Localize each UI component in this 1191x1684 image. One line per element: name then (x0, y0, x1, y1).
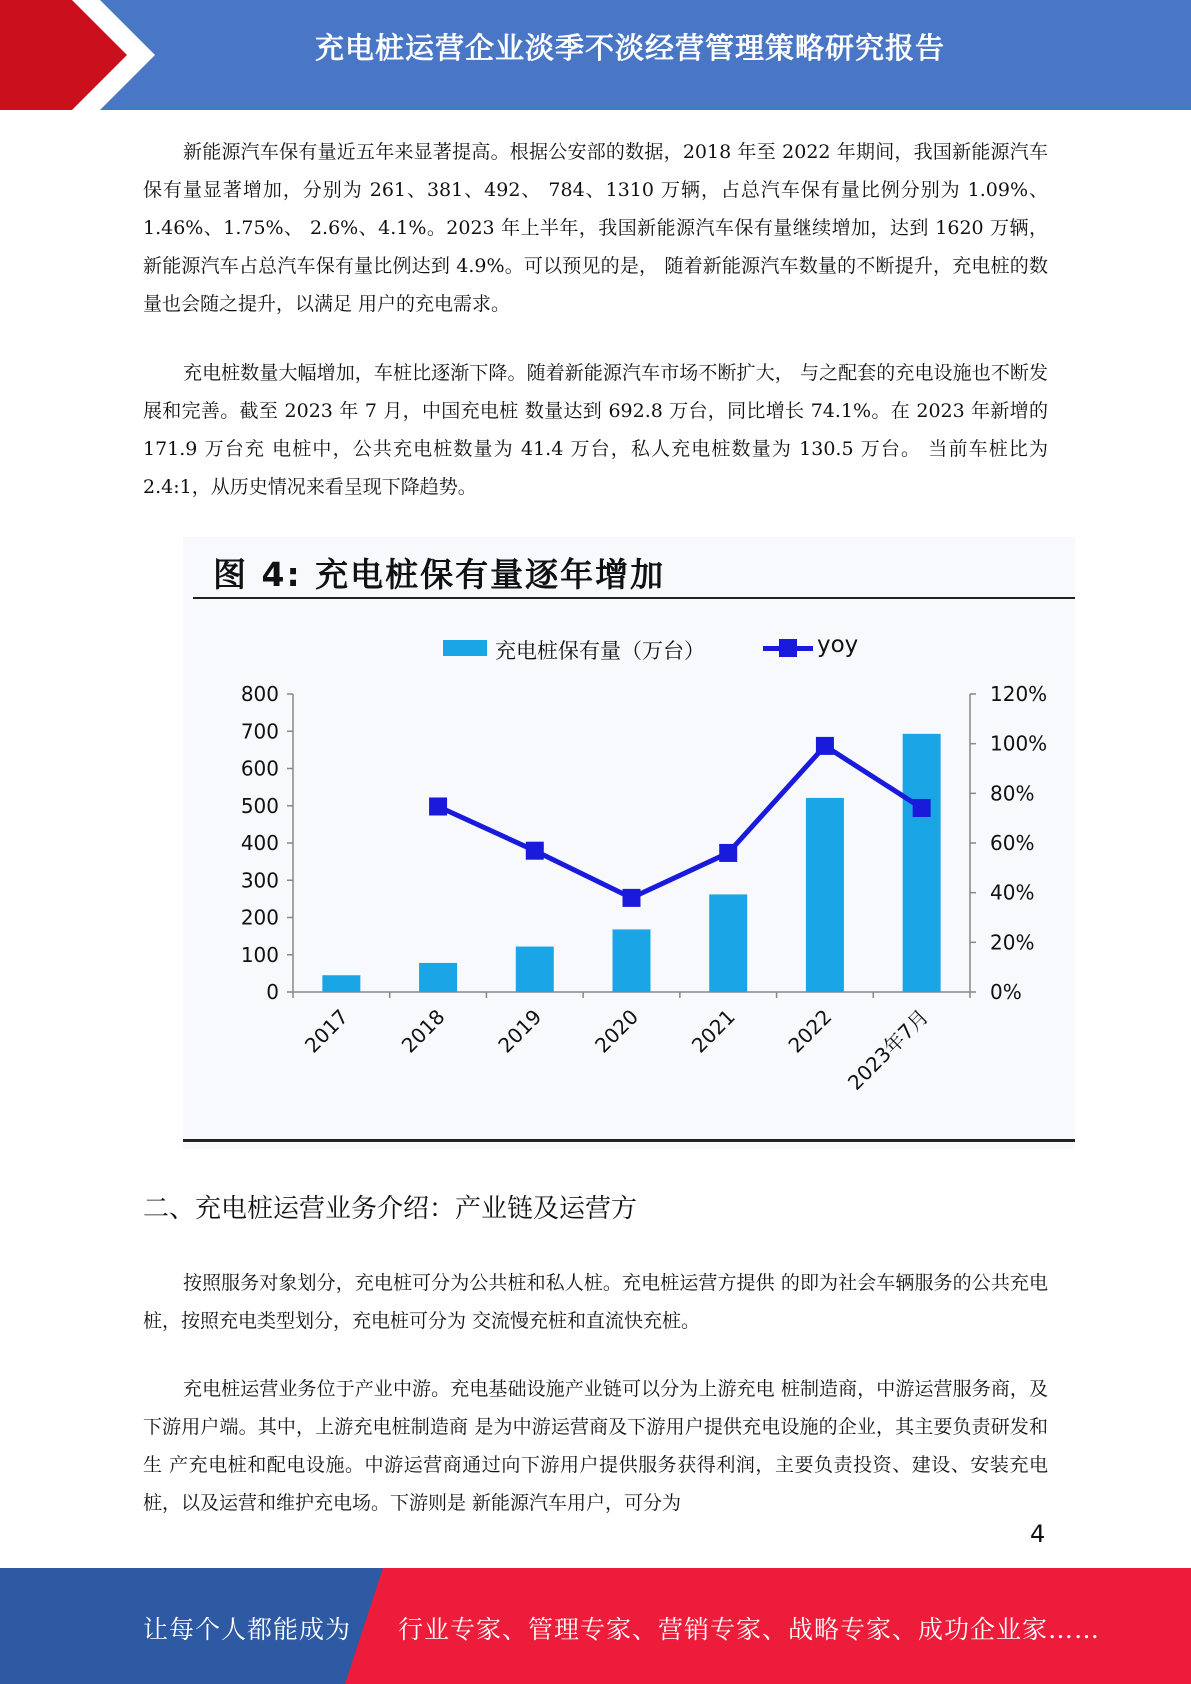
right-tick-label: 120% (990, 682, 1048, 706)
yoy-marker-2018 (429, 797, 447, 815)
page-header (0, 0, 1191, 110)
figure-title: 图 4: 充电桩保有量逐年增加 (213, 555, 666, 594)
legend-marker-swatch (779, 639, 797, 657)
yoy-marker-2023年7月 (913, 799, 931, 817)
page-footer (0, 1568, 1191, 1684)
bar-2022 (806, 798, 844, 992)
legend-bar-swatch (443, 640, 487, 656)
right-tick-label: 80% (990, 781, 1035, 806)
yoy-marker-2019 (526, 842, 544, 860)
paragraph-charger-types: 按照服务对象划分，充电桩可分为公共桩和私人桩。充电桩运营方提供 的即为社会车辆服务的公共充电桩，按照充电类型划分，充电桩可分为 交流慢充桩和直流快充桩。 (143, 1272, 1048, 1332)
left-tick-label: 700 (240, 719, 279, 744)
right-tick-label: 20% (990, 930, 1035, 955)
x-tick-label: 2018 (396, 1004, 450, 1058)
yoy-marker-2022 (816, 737, 834, 755)
left-tick-label: 0 (266, 980, 279, 1004)
legend-bar-label: 充电桩保有量（万台） (495, 639, 705, 663)
bar-2020 (613, 929, 651, 992)
bar-2018 (419, 963, 457, 992)
yoy-marker-2021 (719, 844, 737, 862)
left-tick-label: 400 (240, 831, 279, 855)
paragraph-ev-ownership: 新能源汽车保有量近五年来显著提高。根据公安部的数据，2018 年至 2022 年期间，我国新能源汽车保有量显著增加，分别为 261、381、492、 784、1310 万辆，占总汽车保有量比例分别为 1.09%、1.46%、1.75%、 2.6%、4.1%。2023 年上半年，我国新能源汽车保有量继续增加，达到 1620 万辆，新能源汽车占总汽车保有量比例达到 4.9%。可以预见的是， 随着新能源汽车数量的不断提升，充电桩的数量也会随之提升，以满足 用户的充电需求。 (143, 141, 1048, 315)
x-tick-label: 2023年7月 (842, 1004, 934, 1095)
yoy-line (438, 746, 922, 898)
right-tick-label: 40% (990, 880, 1035, 905)
yoy-marker-2020 (623, 889, 641, 907)
page-number: 4 (1030, 1520, 1046, 1548)
legend-yoy-label: yoy (817, 632, 859, 658)
footer-slogan-right: 行业专家、管理专家、营销专家、战略专家、成功企业家…… (398, 1615, 1101, 1644)
x-tick-label: 2022 (783, 1004, 837, 1058)
bar-2021 (709, 894, 747, 992)
x-tick-label: 2019 (493, 1004, 547, 1058)
paragraph-charger-growth: 充电桩数量大幅增加，车桩比逐渐下降。随着新能源汽车市场不断扩大， 与之配套的充电设施也不断发展和完善。截至 2023 年 7 月，中国充电桩 数量达到 692.8 万台，同比增长 74.1%。在 2023 年新增的 171.9 万台充 电桩中，公共充电桩数量为 41.4 万台，私人充电桩数量为 130.5 万台。 当前车桩比为 2.4:1，从历史情况来看呈现下降趋势。 (143, 362, 1048, 498)
chart-figure (183, 537, 1075, 1149)
left-tick-label: 300 (240, 868, 279, 893)
bar-2017 (322, 975, 360, 992)
left-tick-label: 100 (240, 942, 279, 967)
section-heading: 二、充电桩运营业务介绍：产业链及运营方 (143, 1194, 638, 1224)
left-tick-label: 500 (240, 793, 279, 818)
left-tick-label: 200 (240, 905, 279, 930)
bar-2023年7月 (903, 734, 941, 992)
right-tick-label: 0% (990, 980, 1022, 1004)
right-tick-label: 100% (990, 731, 1048, 756)
footer-slogan-left: 让每个人都能成为 (143, 1615, 352, 1644)
paragraph-industry-chain: 充电桩运营业务位于产业中游。充电基础设施产业链可以分为上游充电 桩制造商，中游运营服务商，及下游用户端。其中，上游充电桩制造商 是为中游运营商及下游用户提供充电设施的企业，其主要负责研发和生 产充电桩和配电设施。中游运营商通过向下游用户提供服务获得利润，主要负责投资、建设、安装充电桩，以及运营和维护充电场。下游则是 新能源汽车用户，可分为 (143, 1378, 1048, 1514)
x-tick-label: 2017 (299, 1004, 353, 1058)
x-tick-label: 2021 (686, 1004, 740, 1058)
chart-svg (183, 537, 1075, 1149)
report-title: 充电桩运营企业淡季不淡经营管理策略研究报告 (314, 31, 945, 65)
x-tick-label: 2020 (590, 1004, 644, 1058)
left-tick-label: 600 (240, 756, 279, 781)
figure-bottom-rule (183, 1139, 1075, 1142)
right-tick-label: 60% (990, 831, 1035, 855)
left-tick-label: 800 (240, 682, 279, 706)
bar-2019 (516, 947, 554, 992)
